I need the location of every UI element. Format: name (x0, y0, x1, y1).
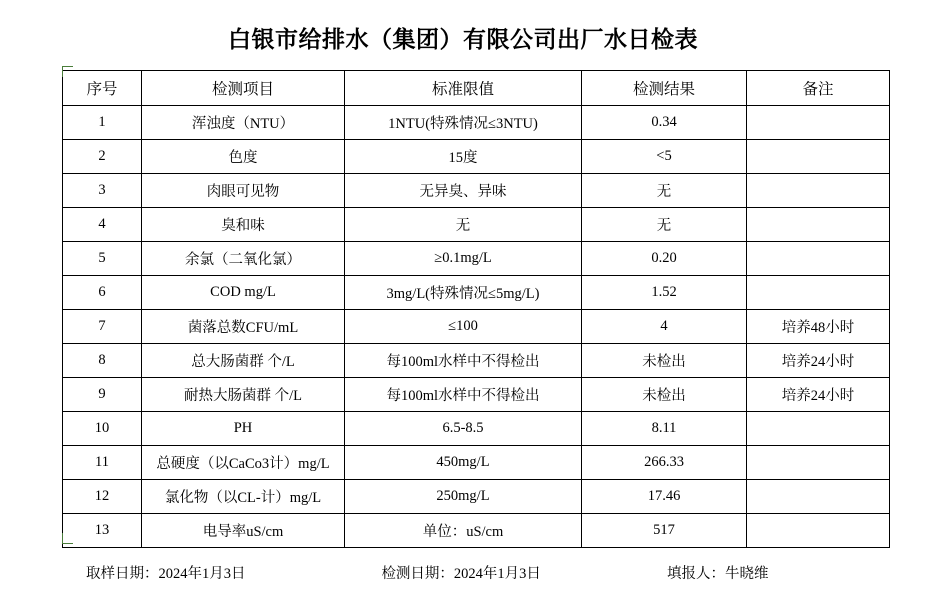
cell-remark (747, 140, 890, 174)
header-cell-remark: 备注 (747, 71, 890, 106)
cell-no: 7 (63, 310, 142, 344)
cell-remark: 培养24小时 (747, 344, 890, 378)
table-row (63, 310, 890, 344)
cell-result: 未检出 (582, 378, 747, 412)
cell-no: 11 (63, 446, 142, 480)
cell-no: 10 (63, 412, 142, 446)
cell-item: 臭和味 (142, 208, 345, 242)
table-row (63, 242, 890, 276)
cell-remark (747, 412, 890, 446)
cell-item: 总大肠菌群 个/L (142, 344, 345, 378)
cell-result: <5 (582, 140, 747, 174)
cell-result: 17.46 (582, 480, 747, 514)
cell-limit: 450mg/L (345, 446, 582, 480)
cell-remark (747, 208, 890, 242)
table-body (63, 106, 890, 548)
table-row (63, 106, 890, 140)
cell-item: 色度 (142, 140, 345, 174)
header-cell-no: 序号 (63, 71, 142, 106)
cell-remark (747, 446, 890, 480)
cell-limit: 单位：uS/cm (345, 514, 582, 548)
cell-item: 耐热大肠菌群 个/L (142, 378, 345, 412)
cell-result: 无 (582, 174, 747, 208)
page-corner-mark-bottom-left (62, 533, 73, 544)
page-corner-mark-top-left (62, 66, 73, 77)
cell-limit: 每100ml水样中不得检出 (345, 378, 582, 412)
page-title: 白银市给排水（集团）有限公司出厂水日检表 (228, 26, 698, 52)
cell-remark: 培养48小时 (747, 310, 890, 344)
cell-result: 无 (582, 208, 747, 242)
cell-no: 6 (63, 276, 142, 310)
cell-limit: 15度 (345, 140, 582, 174)
table-row (63, 412, 890, 446)
cell-remark (747, 480, 890, 514)
cell-item: 肉眼可见物 (142, 174, 345, 208)
cell-no: 12 (63, 480, 142, 514)
cell-no: 5 (63, 242, 142, 276)
cell-remark (747, 276, 890, 310)
cell-limit: 无 (345, 208, 582, 242)
cell-remark (747, 174, 890, 208)
header-cell-limit: 标准限值 (345, 71, 582, 106)
cell-result: 517 (582, 514, 747, 548)
table-row (63, 140, 890, 174)
report-table-container (62, 70, 864, 548)
cell-no: 3 (63, 174, 142, 208)
cell-result: 8.11 (582, 412, 747, 446)
table-row (63, 344, 890, 378)
cell-no: 1 (63, 106, 142, 140)
cell-limit: 无异臭、异味 (345, 174, 582, 208)
cell-item: PH (142, 412, 345, 446)
cell-item: 氯化物（以CL-计）mg/L (142, 480, 345, 514)
cell-item: 菌落总数CFU/mL (142, 310, 345, 344)
table-header (63, 71, 890, 106)
table-row (63, 480, 890, 514)
cell-result: 1.52 (582, 276, 747, 310)
cell-limit: 1NTU(特殊情况≤3NTU) (345, 106, 582, 140)
table-header-row (63, 71, 890, 106)
cell-no: 2 (63, 140, 142, 174)
cell-limit: ≤100 (345, 310, 582, 344)
table-row (63, 378, 890, 412)
cell-item: 浑浊度（NTU） (142, 106, 345, 140)
cell-result: 4 (582, 310, 747, 344)
table-row (63, 446, 890, 480)
table-row (63, 514, 890, 548)
cell-no: 13 (63, 514, 142, 548)
water-quality-table (62, 70, 890, 548)
cell-no: 9 (63, 378, 142, 412)
cell-result: 266.33 (582, 446, 747, 480)
cell-item: 余氯（二氧化氯） (142, 242, 345, 276)
cell-no: 4 (63, 208, 142, 242)
cell-limit: 6.5-8.5 (345, 412, 582, 446)
header-cell-item: 检测项目 (142, 71, 345, 106)
header-cell-result: 检测结果 (582, 71, 747, 106)
table-row (63, 174, 890, 208)
cell-no: 8 (63, 344, 142, 378)
cell-limit: 250mg/L (345, 480, 582, 514)
cell-result: 0.20 (582, 242, 747, 276)
cell-remark (747, 514, 890, 548)
cell-limit: ≥0.1mg/L (345, 242, 582, 276)
cell-item: 总硬度（以CaCo3计）mg/L (142, 446, 345, 480)
cell-limit: 3mg/L(特殊情况≤5mg/L) (345, 276, 582, 310)
cell-limit: 每100ml水样中不得检出 (345, 344, 582, 378)
cell-remark (747, 106, 890, 140)
cell-item: 电导率uS/cm (142, 514, 345, 548)
table-row (63, 208, 890, 242)
cell-remark: 培养24小时 (747, 378, 890, 412)
table-row (63, 276, 890, 310)
sample-date-label: 取样日期：2024年1月3日 (86, 566, 246, 583)
reporter-label: 填报人：牛晓维 (667, 566, 769, 583)
cell-item: COD mg/L (142, 276, 345, 310)
cell-result: 0.34 (582, 106, 747, 140)
cell-result: 未检出 (582, 344, 747, 378)
cell-remark (747, 242, 890, 276)
test-date-label: 检测日期：2024年1月3日 (381, 566, 541, 583)
document-footer (62, 562, 864, 583)
